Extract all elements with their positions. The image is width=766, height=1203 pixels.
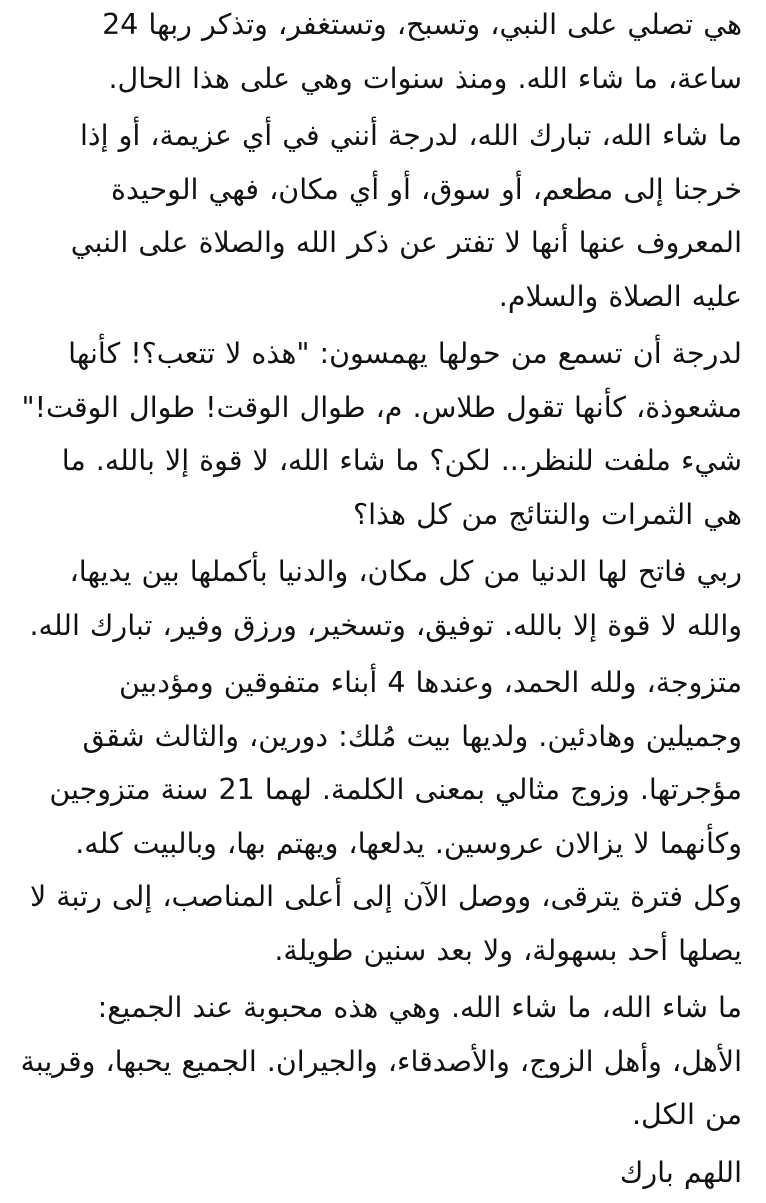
document-body <box>20 0 742 1203</box>
paragraph-7: اللهم بارك <box>619 1155 742 1189</box>
paragraph-3: لدرجة أن تسمع من حولها يهمسون: "هذه لا تتعب؟! كأنها مشعوذة، كأنها تقول طلاس. م، طوال الوقت! طوال الوقت!" شيء ملفت للنظر... لكن؟ ما شاء الله، لا قوة إلا بالله. ما هي الثمرات والنتائج من كل هذا؟ <box>21 337 742 531</box>
paragraph-6: ما شاء الله، ما شاء الله. وهي هذه محبوبة عند الجميع: الأهل، وأهل الزوج، والأصدقاء، والجيران. الجميع يحبها، وقريبة من الكل. <box>20 991 742 1131</box>
paragraph-4: ربي فاتح لها الدنيا من كل مكان، والدنيا بأكملها بين يديها، والله لا قوة إلا بالله. توفيق، وتسخير، ورزق وفير، تبارك الله. <box>29 555 742 642</box>
paragraph-1: هي تصلي على النبي، وتسبح، وتستغفر، وتذكر ربها 24 ساعة، ما شاء الله. ومنذ سنوات وهي على هذا الحال. <box>102 8 742 95</box>
paragraph-5: متزوجة، ولله الحمد، وعندها 4 أبناء متفوقين ومؤدبين وجميلين وهادئين. ولديها بيت مُلك: دورين، والثالث شقق مؤجرتها. وزوج مثالي بمعنى الكلمة. لهما 21 سنة متزوجين وكأنهما لا يزالان عروسين. يدلعها، ويهتم بها، وبالبيت كله. وكل فترة يترقى، ووصل الآن إلى أعلى المناصب، إلى رتبة لا يصلها أحد بسهولة، ولا بعد سنين طويلة. <box>29 666 742 967</box>
paragraph-2: ما شاء الله، تبارك الله، لدرجة أنني في أي عزيمة، أو إذا خرجنا إلى مطعم، أو سوق، أو أي مكان، فهي الوحيدة المعروف عنها أنها لا تفتر عن ذكر الله والصلاة على النبي عليه الصلاة والسلام. <box>70 119 742 313</box>
